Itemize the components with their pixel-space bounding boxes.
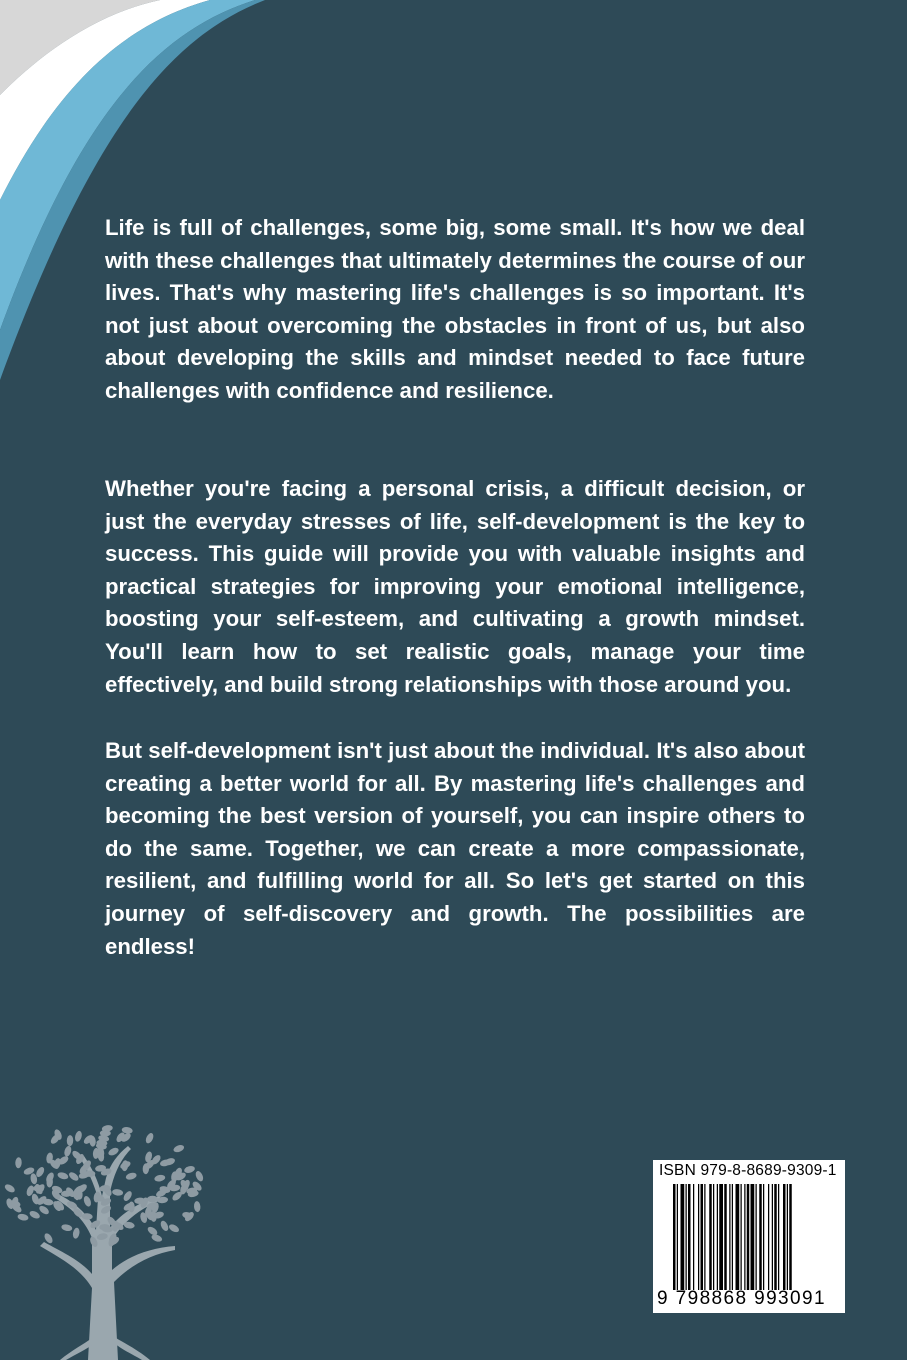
barcode-digits: 9 798868 993091 bbox=[657, 1288, 826, 1309]
blurb-paragraph-1: Life is full of challenges, some big, some small. It's how we deal with these challenges that ultimately determines the course of our lives. That's why mastering life's challenges is so important. It's not just about overcoming the obstacles in front of us, but also about developing the skills and mindset needed to face future challenges with confidence and resilience. bbox=[105, 215, 805, 403]
tree-icon bbox=[0, 1118, 215, 1360]
isbn-number: ISBN 979-8-8689-9309-1 bbox=[659, 1162, 837, 1179]
blurb-paragraph-3: But self-development isn't just about the individual. It's also about creating a better world for all. By mastering life's challenges and becoming the best version of yourself, you can inspire others to do the same. Together, we can create a more compassionate, resilient, and fulfilling world for all. So let's get started on this journey of self-discovery and growth. The possibilities are endless! bbox=[105, 738, 805, 959]
barcode-bars bbox=[673, 1184, 837, 1290]
blurb-paragraph-2: Whether you're facing a personal crisis, a difficult decision, or just the everyday stresses of life, self-development is the key to success. This guide will provide you with valuable insights and practical strategies for improving your emotional intelligence, boosting your self-esteem, and cultivating a growth mindset. You'll learn how to set realistic goals, manage your time effectively, and build strong relationships with those around you. bbox=[105, 476, 805, 697]
barcode-label bbox=[653, 1160, 845, 1313]
